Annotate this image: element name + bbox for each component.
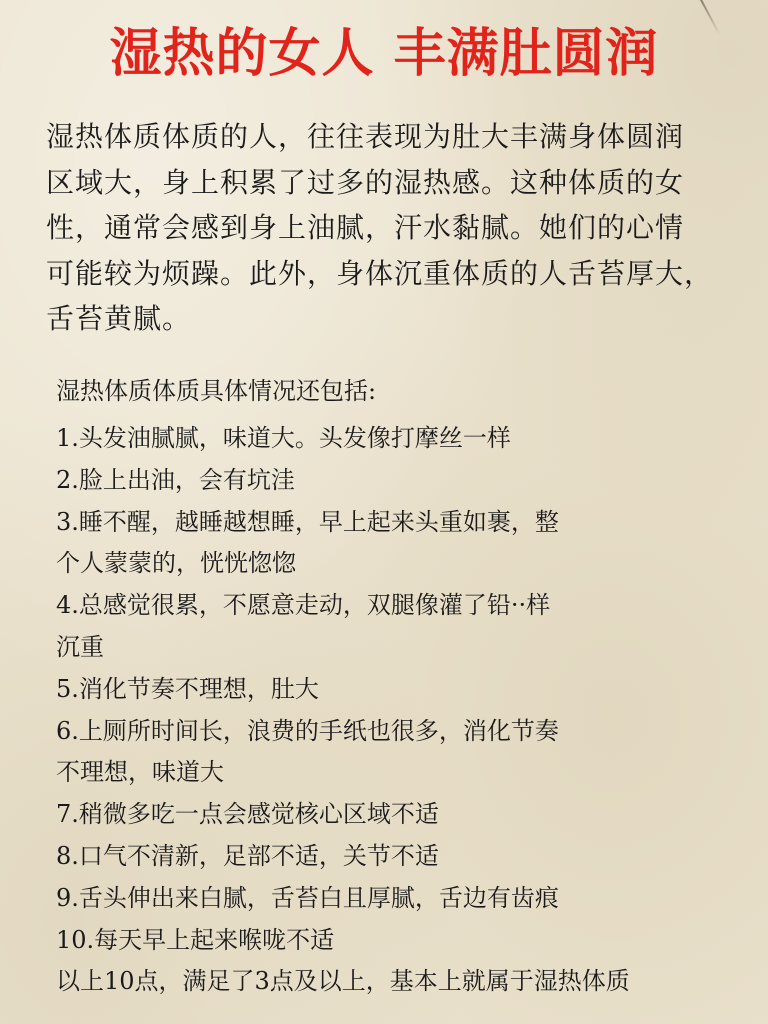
list-item: 不理想，味道大 — [56, 758, 224, 787]
list-item: 1.头发油腻腻，味道大。头发像打摩丝一样 — [56, 424, 511, 452]
intro-line: 性，通常会感到身上油腻，汗水黏腻。她们的心情 — [46, 211, 685, 244]
list-item: 沉重 — [56, 632, 104, 661]
intro-line: 可能较为烦躁。此外，身体沉重体质的人舌苔厚大， — [46, 256, 714, 290]
symptom-list — [56, 418, 696, 1003]
list-item: 4.总感觉很累，不愿意走动，双腿像灌了铅··样 — [56, 591, 551, 620]
list-item: 3.睡不醒，越睡越想睡，早上起来头重如裹，整 — [56, 507, 559, 536]
list-item: 7.稍微多吃一点会感觉核心区域不适 — [56, 800, 439, 829]
intro-line: 区域大，身上积累了过多的湿热感。这种体质的女 — [46, 165, 685, 199]
intro-paragraph — [46, 114, 736, 342]
list-item: 9.舌头伸出来白腻，舌苔白且厚腻，舌边有齿痕 — [56, 883, 559, 912]
intro-line: 舌苔黄腻。 — [46, 302, 192, 335]
list-item: 10.每天早上起来喉咙不适 — [56, 925, 335, 954]
detail-heading: 湿热体质体质具体情况还包括: — [56, 377, 377, 405]
list-item: 6.上厕所时间长，浪费的手纸也很多，消化节奏 — [56, 716, 559, 745]
conclusion-line: 以上10点，满足了3点及以上，基本上就属于湿热体质 — [56, 967, 630, 996]
page-title: 湿热的女人 丰满肚圆润 — [109, 24, 659, 84]
list-item: 8.口气不清新，足部不适，关节不适 — [56, 841, 439, 870]
list-item: 2.脸上出油，会有坑洼 — [56, 465, 295, 494]
list-item: 个人蒙蒙的，恍恍惚惚 — [56, 549, 296, 578]
list-item: 5.消化节奏不理想，肚大 — [56, 674, 319, 703]
intro-line: 湿热体质体质的人，往往表现为肚大丰满身体圆润 — [46, 120, 685, 153]
